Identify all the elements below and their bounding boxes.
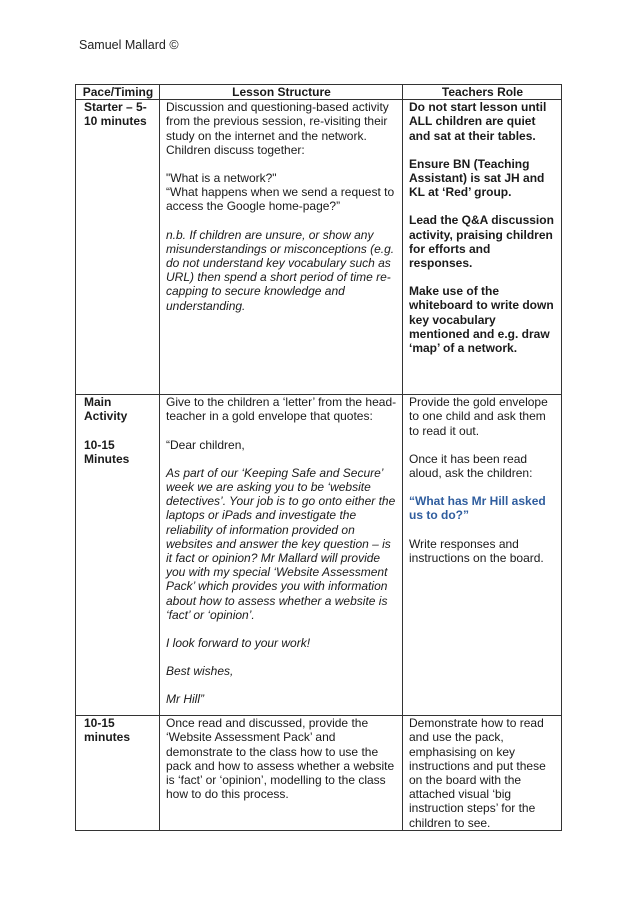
role-text: Once it has been read aloud, ask the children: [409, 451, 533, 481]
role-cell [403, 100, 562, 395]
letter-closing: I look forward to your work! [166, 636, 311, 651]
role-cell [403, 716, 562, 831]
lesson-text: Give to the children a ‘letter’ from the head-teacher in a gold envelope that quotes: [166, 395, 397, 424]
column-header-pace: Pace/Timing [76, 85, 160, 100]
lesson-text: Discussion and questioning-based activity from the previous session, re-visiting their study on the internet and the network. Children discuss together: [166, 100, 389, 157]
lesson-plan-table [75, 84, 562, 831]
table-row-main-activity [76, 395, 562, 716]
lesson-cell [160, 716, 403, 831]
role-text: Do not start lesson until ALL children are quiet and sat at their tables. [409, 100, 547, 143]
role-question: “What has Mr Hill asked us to do?” [409, 494, 546, 523]
column-header-lesson: Lesson Structure [160, 85, 403, 100]
lesson-note: n.b. If children are unsure, or show any misunderstandings or misconceptions (e.g. do not understand key vocabulary such as URL) then spend a short period of time re-capping to secure knowledge and understanding. [166, 227, 395, 313]
pace-cell [76, 716, 160, 831]
letter-body: As part of our ‘Keeping Safe and Secure’ week we are asking you to be ‘website detectives’. Your job is to go onto either the laptops or iPads and investigate the reliability of information provided on websites and answer the key question – is it fact or opinion? Mr Mallard will provide you with my special ‘Website Assessment Pack’ which provides you with information about how to assess whether a website is ‘fact’ or ‘opinion’. [166, 465, 396, 622]
page-header-author: Samuel Mallard © [79, 38, 179, 52]
letter-closing: Best wishes, [166, 664, 234, 679]
pace-cell [76, 100, 160, 395]
table-row-starter [76, 100, 562, 395]
letter-salutation: “Dear children, [166, 437, 245, 452]
pace-line: 10-15 [84, 716, 115, 731]
lesson-text: Once read and discussed, provide the ‘Website Assessment Pack’ and demonstrate to the class how to use the pack and how to assess whether a website is ‘fact’ or ‘opinion’, modelling to the class how to do this process. [166, 716, 395, 802]
pace-line: Starter – 5- [84, 100, 147, 115]
column-header-role: Teachers Role [403, 85, 562, 100]
pace-cell [76, 395, 160, 716]
pace-line: Minutes [84, 451, 130, 466]
pace-line: 10 minutes [84, 114, 147, 129]
pace-line: 10-15 [84, 437, 115, 452]
pace-line: minutes [84, 730, 131, 745]
role-text: Write responses and instructions on the board. [409, 536, 544, 565]
lesson-question: “What happens when we send a request to access the Google home-page?” [166, 185, 395, 214]
lesson-question: "What is a network?" [166, 171, 277, 186]
table-row-demonstration [76, 716, 562, 831]
role-cell [403, 395, 562, 716]
pace-line: Activity [84, 409, 128, 424]
lesson-cell [160, 100, 403, 395]
role-text: Make use of the whiteboard to write down key vocabulary mentioned and e.g. draw ‘map’ of a network. [409, 284, 554, 356]
role-text: Lead the Q&A discussion activity, praising children for efforts and responses. [409, 213, 554, 271]
role-text: Provide the gold envelope to one child and ask them to read it out. [409, 395, 548, 438]
lesson-cell [160, 395, 403, 716]
letter-signature: Mr Hill” [166, 692, 204, 707]
role-text: Demonstrate how to read and use the pack, emphasising on key instructions and put these on the board with the attached visual ‘big instruction steps’ for the children to see. [409, 716, 546, 830]
role-text: Ensure BN (Teaching Assistant) is sat JH and KL at ‘Red’ group. [409, 156, 545, 200]
table-header-row [76, 85, 562, 100]
pace-line: Main [84, 395, 112, 410]
